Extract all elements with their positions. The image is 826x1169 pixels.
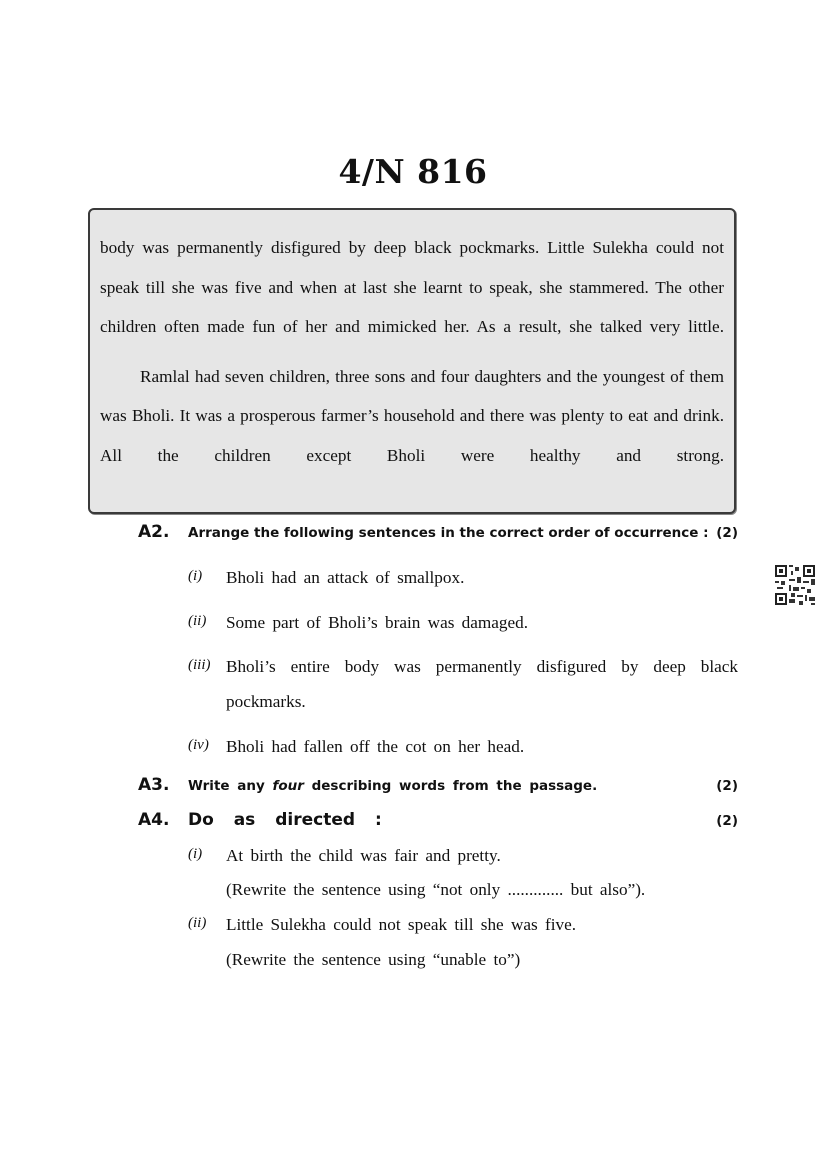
question-text: Arrange the following sentences in the correct order of occurrence : xyxy=(188,525,709,541)
passage-paragraph-1: body was permanently disfigured by deep black pockmarks. Little Sulekha could not speak till she was five and when at last she learnt to speak, she stammered. The other children often made fun of her and mimicked her. As a result, she talked very little. xyxy=(100,238,724,336)
item-numeral: (iv) xyxy=(188,737,209,753)
item-numeral: (ii) xyxy=(188,915,207,931)
question-number: A3. xyxy=(138,775,170,795)
passage-paragraph-2: Ramlal had seven children, three sons and four daughters and the youngest of them was Bholi. It was a prosperous farmer’s household and there was plenty to eat and drink. All the children except Bholi were healthy and strong. xyxy=(100,366,724,465)
item-numeral: (i) xyxy=(188,846,203,862)
item-text: Some part of Bholi’s brain was damaged. xyxy=(226,613,529,632)
question-number: A2. xyxy=(138,522,170,542)
item-instruction: (Rewrite the sentence using “unable to”) xyxy=(226,950,521,969)
item-text-continuation: pockmarks. xyxy=(226,692,306,711)
qr-code-icon xyxy=(775,565,815,605)
passage-box xyxy=(88,208,736,514)
item-numeral: (ii) xyxy=(188,613,207,629)
question-marks: (2) xyxy=(716,813,738,829)
question-marks: (2) xyxy=(716,778,738,794)
question-text xyxy=(188,778,688,794)
item-numeral: (iii) xyxy=(188,657,211,673)
question-text-emphasis: four xyxy=(272,778,304,794)
question-text-start: Write any xyxy=(188,778,265,794)
item-text: At birth the child was fair and pretty. xyxy=(226,846,501,865)
question-number: A4. xyxy=(138,810,170,830)
question-text-end: describing words from the passage. xyxy=(311,778,598,794)
item-text: Bholi had an attack of smallpox. xyxy=(226,568,465,587)
item-text: Bholi’s entire body was permanently disfigured by deep black xyxy=(226,657,738,676)
question-marks: (2) xyxy=(716,525,738,541)
item-text: Little Sulekha could not speak till she was five. xyxy=(226,915,577,934)
page-code: 4/N 816 xyxy=(338,152,488,191)
item-numeral: (i) xyxy=(188,568,203,584)
item-text: Bholi had fallen off the cot on her head. xyxy=(226,737,525,756)
question-text: Do as directed : xyxy=(188,810,382,830)
item-instruction: (Rewrite the sentence using “not only ............. but also”). xyxy=(226,880,646,899)
